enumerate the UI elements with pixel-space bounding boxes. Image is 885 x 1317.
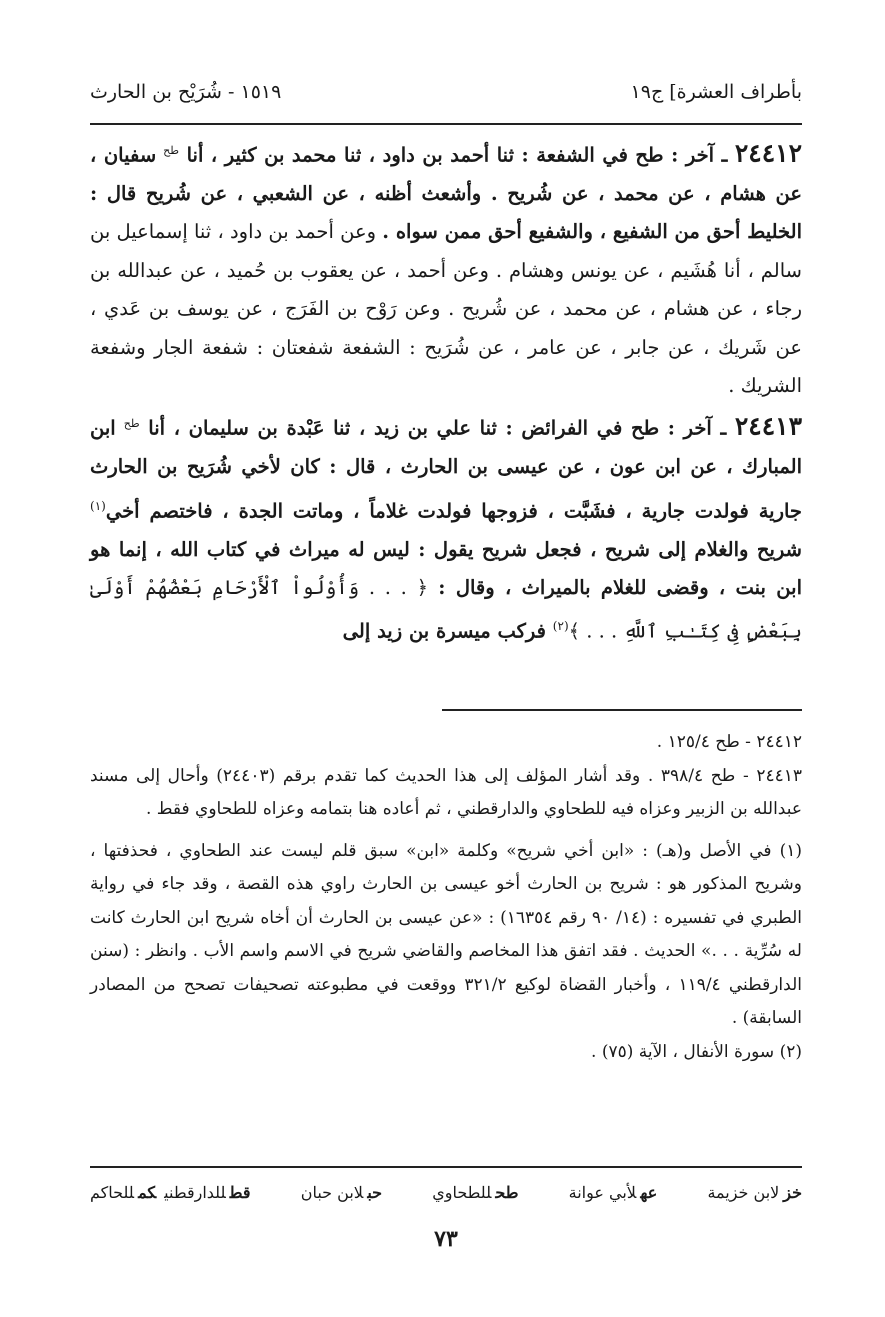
entry-heading: ـ آخر : طح في الشفعة : ثنا أحمد بن داود ، ثنا محمد بن كثير ، أنا: [179, 143, 735, 167]
running-header: [90, 74, 802, 110]
legend-item: خزلابن خزيمة: [707, 1183, 802, 1202]
hadith-entry: [90, 405, 802, 651]
entry-text: وعن أحمد بن داود ، ثنا إسماعيل بن سالم ، أنا هُشَيم ، عن يونس وهشام . وعن أحمد ، عن يعقوب بن حُميد ، عن عبدالله بن رجاء ، عن هشام ، عن محمد ، عن شُريح . وعن رَوْح بن الفَرَج ، عن يوسف بن عَدي ، عن شَريك ، عن جابر ، عن عامر ، عن شُرَيح : الشفعة شفعتان : شفعة الجار وشفعة الشريك .: [90, 220, 802, 397]
footnotes: [90, 726, 802, 1069]
entry-heading: ـ آخر : طح في الفرائض : ثنا علي بن زيد ، ثنا عَبْدة بن سليمان ، أنا: [139, 416, 735, 440]
abbreviation-legend: [90, 1179, 802, 1207]
source-mark: طح: [123, 417, 140, 431]
entry-text-bold: سفيان ، عن هشام ، عن محمد ، عن شُريح . وأشعث أظنه ، عن الشعبي ، عن شُريح قال : الخليط أحق من الشفيع ، والشفيع أحق ممن سواه .: [90, 143, 803, 244]
document-page: [90, 60, 802, 1290]
entry-text-bold: شريح والغلام إلى شريح ، فجعل شريح يقول : ليس له ميراث في كتاب الله ، إنما هو ابن بنت ، وقضى للغلام بالميراث ، وقال :: [90, 537, 802, 599]
source-note: ٢٤٤١٢ - طح ١٢٥/٤ .: [656, 732, 802, 752]
main-text: [90, 132, 802, 651]
legend-item: عهلأبي عوانة: [568, 1183, 658, 1202]
footnote-ref: (١): [90, 498, 106, 513]
header-volume-title: بأطراف العشرة] ج١٩: [630, 81, 802, 103]
entry-text-bold: ابن المبارك ، عن ابن عون ، عن عيسى بن الحارث ، قال : كان لأخي شُرَيح بن الحارث جارية فولدت جارية ، فشَبَّت ، فزوجها فولدت غلاماً ، وماتت الجدة ، فاختصم أخي: [90, 416, 802, 523]
footnote-rule: [442, 709, 802, 711]
entry-number: ٢٤٤١٣: [734, 411, 803, 441]
quran-quote: ﴿ . . . وَأُوْلُواْ ٱلْأَرْحَامِ بَعْضُهُمْ أَوْلَىٰ بِبَعْضٍ فِى كِتَـٰبِ ٱللَّهِ . . . ﴾: [90, 575, 802, 643]
source-mark: طح: [163, 144, 180, 157]
page-number: ٧٣: [434, 1226, 458, 1252]
legend-rule: [90, 1166, 802, 1168]
header-chapter-title: ١٥١٩ - شُرَيْح بن الحارث: [90, 81, 282, 103]
header-rule: [90, 123, 802, 125]
legend-item: طحللطحاوي: [432, 1183, 519, 1202]
entry-number: ٢٤٤١٢: [734, 138, 803, 168]
footnote: (٢) سورة الأنفال ، الآية (٧٥) .: [591, 1041, 802, 1062]
hadith-entry: [90, 132, 802, 405]
entry-text-bold: فركب ميسرة بن زيد إلى: [342, 619, 553, 643]
footnote: (١) في الأصل و(هـ) : «ابن أخي شريح» وكلمة «ابن» سبق قلم ليست عند الطحاوي ، فحذفتها ، وشريح المذكور هو : شريح بن الحارث أخو عيسى بن الحارث راوي هذه القصة ، وقد جاء في رواية الطبري في تفسيره : (١٤/ ٩٠ رقم ١٦٣٥٤) : «عن عيسى بن الحارث أن أخاه شريح ابن الحارث كانت له سُرِّية . . .» الحديث . فقد اتفق هذا المخاصم والقاضي شريح في الاسم واسم الأب . وانظر : (سنن الدارقطني ١١٩/٤ ، وأخبار القضاة لوكيع ٣٢١/٢ ووقعت في مطبوعته تصحيفات تصحح من المصادر السابقة) .: [90, 840, 802, 1028]
legend-item: حبلابن حبان: [300, 1183, 383, 1202]
footnote-ref: (٢): [552, 619, 569, 634]
legend-item: قطللدارقطنيكمللحاكم: [90, 1183, 251, 1202]
source-note: ٢٤٤١٣ - طح ٣٩٨/٤ . وقد أشار المؤلف إلى هذا الحديث كما تقدم برقم (٢٤٤٠٣) وأحال إلى مسند عبدالله بن الزبير وعزاه فيه للطحاوي والدارقطني ، ثم أعاده هنا بتمامه وعزاه للطحاوي فقط .: [90, 765, 802, 819]
